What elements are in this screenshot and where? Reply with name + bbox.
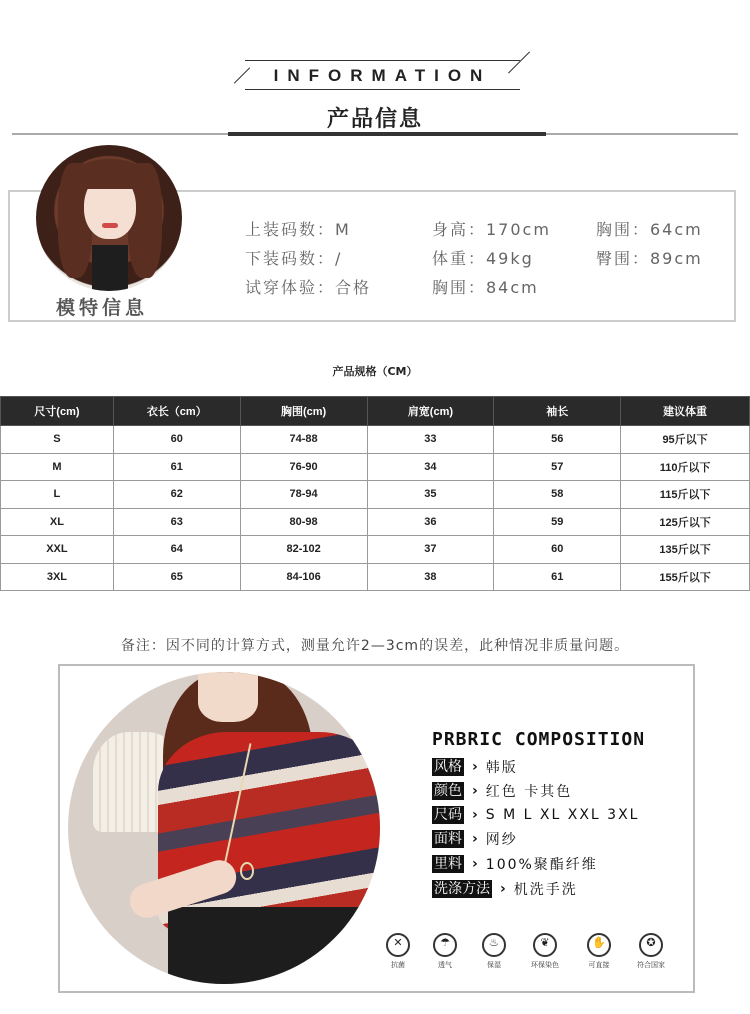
table-cell: XL xyxy=(1,508,114,536)
care-glyph: ✕ xyxy=(393,936,403,949)
model-info-label: 模特信息 xyxy=(56,297,149,319)
table-cell: 62 xyxy=(113,481,240,509)
section-header xyxy=(0,40,750,140)
table-cell: 76-90 xyxy=(240,453,367,481)
table-cell: 155斤以下 xyxy=(621,563,750,591)
moisture-icon xyxy=(482,933,506,957)
model-weight: 体重：49kg xyxy=(432,249,534,268)
table-cell: 38 xyxy=(367,563,494,591)
care-label: 抗菌 xyxy=(391,961,405,969)
table-cell: 84-106 xyxy=(240,563,367,591)
table-cell: 60 xyxy=(113,426,240,454)
composition-value: 100%聚酯纤维 xyxy=(485,857,598,873)
care-item xyxy=(474,933,514,970)
table-cell: 115斤以下 xyxy=(621,481,750,509)
table-cell: 36 xyxy=(367,508,494,536)
model-bust-84: 胸围：84cm xyxy=(432,278,539,297)
fit-experience: 试穿体验：合格 xyxy=(245,278,372,297)
table-cell: 125斤以下 xyxy=(621,508,750,536)
table-cell: M xyxy=(1,453,114,481)
measurement-note: 备注：因不同的计算方式，测量允许2—3cm的误差，此种情况非质量问题。 xyxy=(120,638,630,654)
table-cell: 82-102 xyxy=(240,536,367,564)
direct-wash-icon xyxy=(587,933,611,957)
composition-value: 网纱 xyxy=(485,832,518,848)
chevron-right-icon: › xyxy=(472,807,478,823)
table-cell: S xyxy=(1,426,114,454)
table-row xyxy=(1,453,750,481)
care-label: 可直接 xyxy=(588,961,610,969)
table-row xyxy=(1,536,750,564)
table-cell: 135斤以下 xyxy=(621,536,750,564)
composition-title: PRBRIC COMPOSITION xyxy=(432,729,646,750)
header-divider-accent xyxy=(228,132,546,136)
table-cell: 33 xyxy=(367,426,494,454)
table-cell: 34 xyxy=(367,453,494,481)
info-title: INFORMATION xyxy=(273,66,492,85)
column-header: 肩宽(cm) xyxy=(367,397,494,426)
table-cell: 3XL xyxy=(1,563,114,591)
chevron-right-icon: › xyxy=(472,783,478,799)
table-cell: 56 xyxy=(494,426,621,454)
table-row xyxy=(1,508,750,536)
care-item xyxy=(378,933,418,970)
model-height: 身高：170cm xyxy=(432,220,551,239)
table-cell: 61 xyxy=(113,453,240,481)
care-label: 符合国家 xyxy=(637,961,665,969)
care-item xyxy=(631,933,671,970)
table-row xyxy=(1,481,750,509)
care-item xyxy=(579,933,619,970)
size-table xyxy=(0,396,750,591)
table-row xyxy=(1,426,750,454)
table-cell: 80-98 xyxy=(240,508,367,536)
composition-value: S M L XL XXL 3XL xyxy=(485,807,640,823)
care-label: 保湿 xyxy=(487,961,501,969)
table-cell: 58 xyxy=(494,481,621,509)
model-avatar xyxy=(36,145,182,291)
table-cell: XXL xyxy=(1,536,114,564)
care-glyph: ✪ xyxy=(646,936,656,949)
spec-title: 产品规格（CM） xyxy=(332,365,418,378)
table-cell: 59 xyxy=(494,508,621,536)
page-title: 产品信息 xyxy=(326,107,423,132)
eco-dye-icon xyxy=(533,933,557,957)
composition-value: 机洗手洗 xyxy=(513,882,578,898)
breathable-icon xyxy=(433,933,457,957)
table-cell: L xyxy=(1,481,114,509)
composition-key: 面料 xyxy=(434,831,462,847)
table-cell: 37 xyxy=(367,536,494,564)
composition-row xyxy=(432,805,639,825)
product-photo xyxy=(68,672,380,984)
table-cell: 60 xyxy=(494,536,621,564)
composition-key: 里料 xyxy=(434,856,462,872)
table-cell: 57 xyxy=(494,453,621,481)
composition-key: 尺码 xyxy=(434,807,462,823)
care-item xyxy=(525,933,565,970)
column-header: 尺寸(cm) xyxy=(1,397,114,426)
column-header: 建议体重 xyxy=(621,397,750,426)
composition-value: 红色 卡其色 xyxy=(485,784,573,800)
model-hip: 臀围：89cm xyxy=(596,249,703,268)
top-size: 上装码数：M xyxy=(245,220,351,239)
info-title-frame xyxy=(245,60,520,90)
chevron-right-icon: › xyxy=(472,759,478,775)
composition-row xyxy=(432,829,518,849)
care-glyph: ❦ xyxy=(540,936,550,949)
chevron-right-icon: › xyxy=(472,831,478,847)
care-item xyxy=(425,933,465,970)
chevron-right-icon: › xyxy=(472,856,478,872)
chevron-right-icon: › xyxy=(500,881,506,897)
table-cell: 95斤以下 xyxy=(621,426,750,454)
column-header: 胸围(cm) xyxy=(240,397,367,426)
composition-value: 韩版 xyxy=(485,760,518,776)
column-header: 衣长（cm） xyxy=(113,397,240,426)
care-label: 环保染色 xyxy=(531,961,559,969)
table-cell: 61 xyxy=(494,563,621,591)
composition-key: 风格 xyxy=(434,759,462,775)
composition-key: 洗涤方法 xyxy=(434,881,490,897)
bottom-size: 下装码数：/ xyxy=(245,249,343,268)
column-header: 袖长 xyxy=(494,397,621,426)
composition-row xyxy=(432,781,572,801)
care-glyph: ☂ xyxy=(440,936,450,949)
composition-key: 颜色 xyxy=(434,783,462,799)
table-cell: 64 xyxy=(113,536,240,564)
composition-row xyxy=(432,854,598,874)
care-glyph: ✋ xyxy=(592,936,606,949)
composition-row xyxy=(432,757,518,777)
antibacterial-icon xyxy=(386,933,410,957)
composition-row xyxy=(432,879,578,899)
standard-icon xyxy=(639,933,663,957)
table-row xyxy=(1,563,750,591)
table-cell: 65 xyxy=(113,563,240,591)
table-cell: 63 xyxy=(113,508,240,536)
table-cell: 74-88 xyxy=(240,426,367,454)
table-cell: 35 xyxy=(367,481,494,509)
model-bust: 胸围：64cm xyxy=(596,220,703,239)
table-cell: 78-94 xyxy=(240,481,367,509)
care-glyph: ♨ xyxy=(489,936,499,949)
table-cell: 110斤以下 xyxy=(621,453,750,481)
care-label: 透气 xyxy=(438,961,452,969)
table-header-row xyxy=(1,397,750,426)
